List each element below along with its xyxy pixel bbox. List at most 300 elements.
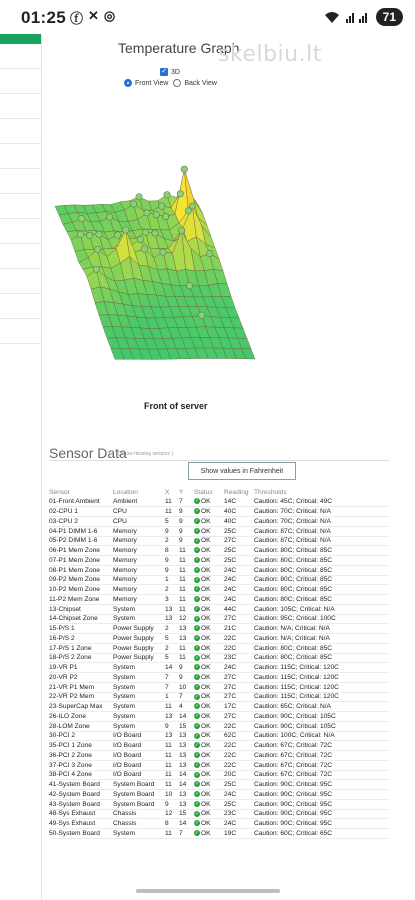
status-ok-icon: ✓ xyxy=(194,596,200,603)
table-cell: 27C xyxy=(224,712,254,722)
table-cell: 22C xyxy=(224,741,254,751)
table-cell: 13 xyxy=(179,634,194,644)
table-cell: Caution: 87C; Critical: N/A xyxy=(254,526,389,536)
status-ok-icon: ✓ xyxy=(194,527,200,534)
table-cell: 38-PCI 4 Zone xyxy=(49,770,113,780)
status-text: OK xyxy=(201,644,211,652)
table-cell: 11 xyxy=(165,770,179,780)
status-text: OK xyxy=(201,547,211,555)
table-cell: 48-Sys Exhaust xyxy=(49,809,113,819)
status-ok-icon: ✓ xyxy=(194,586,200,593)
table-cell: 07-P1 Mem Zone xyxy=(49,556,113,566)
status-ok-icon: ✓ xyxy=(194,742,200,749)
status-ok-icon: ✓ xyxy=(194,547,200,554)
column-header: Y xyxy=(179,488,184,496)
table-cell: 11 xyxy=(165,829,179,839)
table-cell: 11 xyxy=(179,604,194,614)
status-text: OK xyxy=(201,683,211,691)
table-cell: 09-P2 Mem Zone xyxy=(49,575,113,585)
table-cell: 27C xyxy=(224,673,254,683)
table-cell: 13 xyxy=(179,741,194,751)
toggle-3d[interactable] xyxy=(160,68,180,76)
table-cell: 9 xyxy=(179,673,194,683)
table-cell: 01-Front Ambient xyxy=(49,497,113,507)
sensor-marker[interactable] xyxy=(164,192,170,198)
table-cell: Memory xyxy=(113,526,165,536)
status-cell xyxy=(194,517,224,527)
status-text: OK xyxy=(201,712,211,720)
table-cell: 11 xyxy=(179,546,194,556)
status-cell xyxy=(194,556,224,566)
status-cell xyxy=(194,809,224,819)
table-cell: Caution: 80C; Critical: 85C xyxy=(254,595,389,605)
status-cell xyxy=(194,565,224,575)
table-cell: 13 xyxy=(165,712,179,722)
sensor-marker[interactable] xyxy=(78,215,84,221)
table-cell: 40C xyxy=(224,507,254,517)
sensor-marker[interactable] xyxy=(86,232,92,238)
table-cell: System xyxy=(113,692,165,702)
table-cell: I/O Board xyxy=(113,731,165,741)
table-cell: Caution: 100C; Critical: N/A xyxy=(254,731,389,741)
status-text: OK xyxy=(201,810,211,818)
status-bar xyxy=(0,0,415,34)
status-text: OK xyxy=(201,615,211,623)
table-row xyxy=(49,799,389,809)
table-cell: Power Supply xyxy=(113,624,165,634)
sensor-marker[interactable] xyxy=(114,232,120,238)
table-row xyxy=(49,585,389,595)
table-cell: 13 xyxy=(179,751,194,761)
table-row xyxy=(49,497,389,507)
table-cell: Caution: 90C; Critical: 105C xyxy=(254,712,389,722)
table-cell: 62C xyxy=(224,731,254,741)
table-cell: 24C xyxy=(224,565,254,575)
sensor-marker[interactable] xyxy=(122,227,128,233)
status-text: OK xyxy=(201,703,211,711)
checkbox-3d[interactable]: ✓ xyxy=(161,68,167,75)
status-ok-icon: ✓ xyxy=(194,615,200,622)
table-cell: 24C xyxy=(224,575,254,585)
table-cell: 25C xyxy=(224,556,254,566)
facebook-icon: ⓕ xyxy=(70,11,84,26)
table-cell: 3 xyxy=(165,595,179,605)
status-ok-icon: ✓ xyxy=(194,508,200,515)
table-cell: 36-PCI 2 Zone xyxy=(49,751,113,761)
table-cell: Caution: 80C; Critical: 85C xyxy=(254,556,389,566)
table-row xyxy=(49,682,389,692)
table-cell: 03-CPU 2 xyxy=(49,517,113,527)
status-text: OK xyxy=(201,576,211,584)
table-cell: 14 xyxy=(179,780,194,790)
status-ok-icon: ✓ xyxy=(194,771,200,778)
sensor-marker[interactable] xyxy=(96,231,102,237)
table-row xyxy=(49,663,389,673)
table-cell: 40C xyxy=(224,517,254,527)
sensor-marker[interactable] xyxy=(153,211,159,217)
table-cell: System Board xyxy=(113,790,165,800)
status-ok-icon: ✓ xyxy=(194,752,200,759)
table-cell: 8 xyxy=(165,819,179,829)
status-cell xyxy=(194,780,224,790)
table-cell: 11 xyxy=(165,760,179,770)
sensor-marker[interactable] xyxy=(94,246,100,252)
table-cell: 11 xyxy=(179,575,194,585)
status-cell xyxy=(194,614,224,624)
table-cell: Caution: 67C; Critical: 72C xyxy=(254,741,389,751)
table-cell: I/O Board xyxy=(113,770,165,780)
table-cell: Power Supply xyxy=(113,653,165,663)
table-cell: System xyxy=(113,712,165,722)
sensor-marker[interactable] xyxy=(141,246,147,252)
status-ok-icon: ✓ xyxy=(194,683,200,690)
status-cell xyxy=(194,829,224,839)
table-row xyxy=(49,604,389,614)
table-cell: Caution: 115C; Critical: 120C xyxy=(254,663,389,673)
table-cell: Caution: 80C; Critical: 85C xyxy=(254,565,389,575)
status-text: OK xyxy=(201,820,211,828)
table-cell: CPU xyxy=(113,507,165,517)
table-cell: Memory xyxy=(113,556,165,566)
table-cell: 7 xyxy=(179,829,194,839)
sensor-marker[interactable] xyxy=(93,266,99,272)
table-cell: Caution: N/A; Critical: N/A xyxy=(254,624,389,634)
table-cell: I/O Board xyxy=(113,741,165,751)
status-text: OK xyxy=(201,625,211,633)
table-cell: 11-P2 Mem Zone xyxy=(49,595,113,605)
table-cell: 22C xyxy=(224,751,254,761)
whatsapp-icon: ◎ xyxy=(103,8,116,23)
table-cell: 2 xyxy=(165,643,179,653)
battery-indicator: 71 xyxy=(376,8,403,26)
front-view-option[interactable] xyxy=(124,79,168,87)
status-text: OK xyxy=(201,654,211,662)
table-row xyxy=(49,595,389,605)
sensor-marker[interactable] xyxy=(177,191,183,197)
status-text: OK xyxy=(201,829,211,837)
table-cell: 2 xyxy=(165,624,179,634)
sensor-marker[interactable] xyxy=(160,249,166,255)
status-cell xyxy=(194,585,224,595)
table-cell: System Board xyxy=(113,799,165,809)
status-text: OK xyxy=(201,537,211,545)
front-view-label: Front View xyxy=(135,79,169,87)
table-cell: 13 xyxy=(165,604,179,614)
status-text: OK xyxy=(201,771,211,779)
table-cell: 11 xyxy=(179,585,194,595)
table-cell: Caution: 90C; Critical: 95C xyxy=(254,790,389,800)
status-cell xyxy=(194,692,224,702)
sensor-marker[interactable] xyxy=(158,203,164,209)
status-ok-icon: ✓ xyxy=(194,732,200,739)
table-cell: 28-LOM Zone xyxy=(49,721,113,731)
status-cell xyxy=(194,604,224,614)
status-ok-icon: ✓ xyxy=(194,693,200,700)
status-cell xyxy=(194,536,224,546)
status-cell xyxy=(194,526,224,536)
status-cell xyxy=(194,643,224,653)
wifi-icon xyxy=(324,11,340,24)
table-row xyxy=(49,614,389,624)
sensor-data-title: Sensor Data xyxy=(49,445,127,461)
table-cell: System xyxy=(113,663,165,673)
column-header: Location xyxy=(113,488,138,496)
status-text: OK xyxy=(201,693,211,701)
table-cell: 42-System Board xyxy=(49,790,113,800)
table-cell: 11 xyxy=(179,565,194,575)
table-cell: 9 xyxy=(179,526,194,536)
back-view-option[interactable] xyxy=(173,79,217,87)
status-cell xyxy=(194,790,224,800)
status-ok-icon: ✓ xyxy=(194,644,200,651)
table-cell: 10 xyxy=(179,682,194,692)
status-cell xyxy=(194,673,224,683)
status-text: OK xyxy=(201,732,211,740)
back-view-radio[interactable] xyxy=(173,79,181,87)
back-view-label: Back View xyxy=(184,79,217,87)
sensor-marker[interactable] xyxy=(77,231,83,237)
front-of-server-caption: Front of server xyxy=(144,401,208,411)
status-text: OK xyxy=(201,508,211,516)
table-cell: System xyxy=(113,829,165,839)
table-cell: I/O Board xyxy=(113,760,165,770)
show-fahrenheit-button[interactable]: Show values in Fahrenheit xyxy=(188,462,296,480)
table-cell: 2 xyxy=(165,585,179,595)
table-cell: 1 xyxy=(165,575,179,585)
signal-icon xyxy=(346,11,370,23)
table-cell: 7 xyxy=(179,497,194,507)
table-cell: 13 xyxy=(179,760,194,770)
section-divider xyxy=(49,460,389,461)
status-ok-icon: ✓ xyxy=(194,800,200,807)
table-cell: 7 xyxy=(179,692,194,702)
sensor-marker[interactable] xyxy=(152,230,158,236)
table-cell: 23C xyxy=(224,809,254,819)
gesture-nav-bar[interactable] xyxy=(136,889,280,893)
table-cell: 14 xyxy=(165,663,179,673)
table-cell: 4 xyxy=(179,702,194,712)
table-row xyxy=(49,653,389,663)
table-row xyxy=(49,770,389,780)
table-cell: 21C xyxy=(224,624,254,634)
table-row xyxy=(49,741,389,751)
status-ok-icon: ✓ xyxy=(194,703,200,710)
table-cell: Caution: 90C; Critical: 95C xyxy=(254,780,389,790)
table-cell: 13 xyxy=(179,799,194,809)
notification-icons xyxy=(70,8,115,27)
x-icon: ✕ xyxy=(88,8,99,23)
table-cell: System xyxy=(113,614,165,624)
table-row xyxy=(49,760,389,770)
status-ok-icon: ✓ xyxy=(194,830,200,837)
status-cell xyxy=(194,595,224,605)
sensor-marker[interactable] xyxy=(137,236,143,242)
table-cell: Caution: 80C; Critical: 85C xyxy=(254,653,389,663)
table-cell: 25C xyxy=(224,526,254,536)
table-cell: 9 xyxy=(165,556,179,566)
table-cell: Caution: 115C; Critical: 120C xyxy=(254,682,389,692)
table-cell: 24C xyxy=(224,585,254,595)
table-cell: 15 xyxy=(179,809,194,819)
status-ok-icon: ✓ xyxy=(194,605,200,612)
sensor-marker[interactable] xyxy=(181,166,187,172)
status-ok-icon: ✓ xyxy=(194,713,200,720)
status-ok-icon: ✓ xyxy=(194,722,200,729)
table-cell: 37-PCI 3 Zone xyxy=(49,760,113,770)
table-cell: 18-P/S 2 Zone xyxy=(49,653,113,663)
table-cell: 02-CPU 1 xyxy=(49,507,113,517)
table-cell: Caution: 45C; Critical: 49C xyxy=(254,497,389,507)
table-cell: 11 xyxy=(179,595,194,605)
sensor-marker[interactable] xyxy=(198,312,204,318)
status-text: OK xyxy=(201,527,211,535)
status-cell xyxy=(194,760,224,770)
table-cell: 24C xyxy=(224,790,254,800)
table-cell: 04-P1 DIMM 1-6 xyxy=(49,526,113,536)
sensor-table xyxy=(49,487,389,839)
table-row xyxy=(49,829,389,839)
sensor-marker[interactable] xyxy=(106,214,112,220)
sensor-marker[interactable] xyxy=(162,213,168,219)
table-cell: Caution: 90C; Critical: 95C xyxy=(254,819,389,829)
table-cell: Caution: 90C; Critical: 95C xyxy=(254,799,389,809)
table-cell: Caution: 90C; Critical: 95C xyxy=(254,809,389,819)
table-row xyxy=(49,819,389,829)
status-cell xyxy=(194,663,224,673)
table-cell: 49-Sys Exhaust xyxy=(49,819,113,829)
table-row xyxy=(49,517,389,527)
column-header: Sensor xyxy=(49,488,70,496)
table-row xyxy=(49,751,389,761)
table-cell: 22-VR P2 Mem xyxy=(49,692,113,702)
table-row xyxy=(49,712,389,722)
table-cell: Memory xyxy=(113,536,165,546)
status-text: OK xyxy=(201,586,211,594)
status-ok-icon: ✓ xyxy=(194,566,200,573)
sensor-marker[interactable] xyxy=(130,201,136,207)
table-cell: 24C xyxy=(224,663,254,673)
table-cell: Caution: 115C; Critical: 120C xyxy=(254,692,389,702)
system-icons xyxy=(324,8,403,26)
table-cell: 24C xyxy=(224,595,254,605)
sensor-marker[interactable] xyxy=(185,208,191,214)
table-cell: Caution: 80C; Critical: 85C xyxy=(254,546,389,556)
table-cell: 14 xyxy=(179,712,194,722)
temperature-surface-plot xyxy=(50,115,280,380)
column-header: Status xyxy=(194,488,213,496)
table-cell: 11 xyxy=(165,507,179,517)
status-cell xyxy=(194,575,224,585)
table-cell: Caution: 60C; Critical: 65C xyxy=(254,829,389,839)
table-cell: 15 xyxy=(179,721,194,731)
table-cell: 13-Chipset xyxy=(49,604,113,614)
table-cell: 13 xyxy=(179,790,194,800)
table-cell: 27C xyxy=(224,692,254,702)
table-cell: System xyxy=(113,673,165,683)
table-row xyxy=(49,790,389,800)
status-ok-icon: ✓ xyxy=(194,498,200,505)
table-cell: 21-VR P1 Mem xyxy=(49,682,113,692)
table-cell: Memory xyxy=(113,565,165,575)
sensor-marker[interactable] xyxy=(206,250,212,256)
table-cell: Caution: 90C; Critical: 105C xyxy=(254,721,389,731)
table-row xyxy=(49,702,389,712)
table-cell: Caution: 70C; Critical: N/A xyxy=(254,507,389,517)
sensor-marker[interactable] xyxy=(142,229,148,235)
table-cell: Power Supply xyxy=(113,634,165,644)
status-cell xyxy=(194,731,224,741)
table-cell: 20-VR P2 xyxy=(49,673,113,683)
table-cell: Caution: 80C; Critical: 85C xyxy=(254,643,389,653)
table-cell: 5 xyxy=(165,517,179,527)
table-cell: Caution: 105C; Critical: N/A xyxy=(254,604,389,614)
table-cell: 11 xyxy=(165,497,179,507)
status-text: OK xyxy=(201,742,211,750)
status-time: 01:25 xyxy=(21,8,66,27)
table-row xyxy=(49,634,389,644)
table-cell: 10-P2 Mem Zone xyxy=(49,585,113,595)
table-cell: 23C xyxy=(224,653,254,663)
status-ok-icon: ✓ xyxy=(194,537,200,544)
sensor-marker[interactable] xyxy=(136,194,142,200)
table-cell: Chassis xyxy=(113,819,165,829)
table-cell: Ambient xyxy=(113,497,165,507)
table-cell: 7 xyxy=(165,682,179,692)
sensor-marker[interactable] xyxy=(144,210,150,216)
status-text: OK xyxy=(201,664,211,672)
table-cell: 23-SuperCap Max xyxy=(49,702,113,712)
sensor-marker[interactable] xyxy=(186,282,192,288)
status-ok-icon: ✓ xyxy=(194,674,200,681)
status-text: OK xyxy=(201,673,211,681)
table-cell: 16-P/S 2 xyxy=(49,634,113,644)
table-cell: 26-ILO Zone xyxy=(49,712,113,722)
table-cell: 14-Chipset Zone xyxy=(49,614,113,624)
view-selector xyxy=(124,79,217,87)
table-cell: 19-VR P1 xyxy=(49,663,113,673)
table-cell: 13 xyxy=(179,624,194,634)
table-cell: Caution: 67C; Critical: 72C xyxy=(254,770,389,780)
table-cell: Caution: N/A; Critical: N/A xyxy=(254,634,389,644)
table-cell: 43-System Board xyxy=(49,799,113,809)
table-cell: 24C xyxy=(224,819,254,829)
status-ok-icon: ✓ xyxy=(194,635,200,642)
status-ok-icon: ✓ xyxy=(194,664,200,671)
table-cell: 9 xyxy=(179,517,194,527)
table-cell: 9 xyxy=(165,526,179,536)
table-row xyxy=(49,721,389,731)
table-cell: 11 xyxy=(179,653,194,663)
table-cell: Chassis xyxy=(113,809,165,819)
front-view-radio[interactable] xyxy=(124,79,132,87)
status-ok-icon: ✓ xyxy=(194,781,200,788)
status-ok-icon: ✓ xyxy=(194,576,200,583)
table-cell: Memory xyxy=(113,546,165,556)
status-text: OK xyxy=(201,498,211,506)
sensor-marker[interactable] xyxy=(178,227,184,233)
table-cell: 8 xyxy=(165,546,179,556)
table-cell: Caution: 95C; Critical: 100C xyxy=(254,614,389,624)
table-row xyxy=(49,507,389,517)
table-cell: 25C xyxy=(224,799,254,809)
status-cell xyxy=(194,799,224,809)
checkbox-3d-label: 3D xyxy=(171,68,180,76)
status-ok-icon: ✓ xyxy=(194,791,200,798)
show-missing-sensors-link[interactable]: ( show missing sensors ) xyxy=(118,451,174,457)
table-cell: 35-PCI 1 Zone xyxy=(49,741,113,751)
status-cell xyxy=(194,497,224,507)
table-cell: 30-PCI 2 xyxy=(49,731,113,741)
